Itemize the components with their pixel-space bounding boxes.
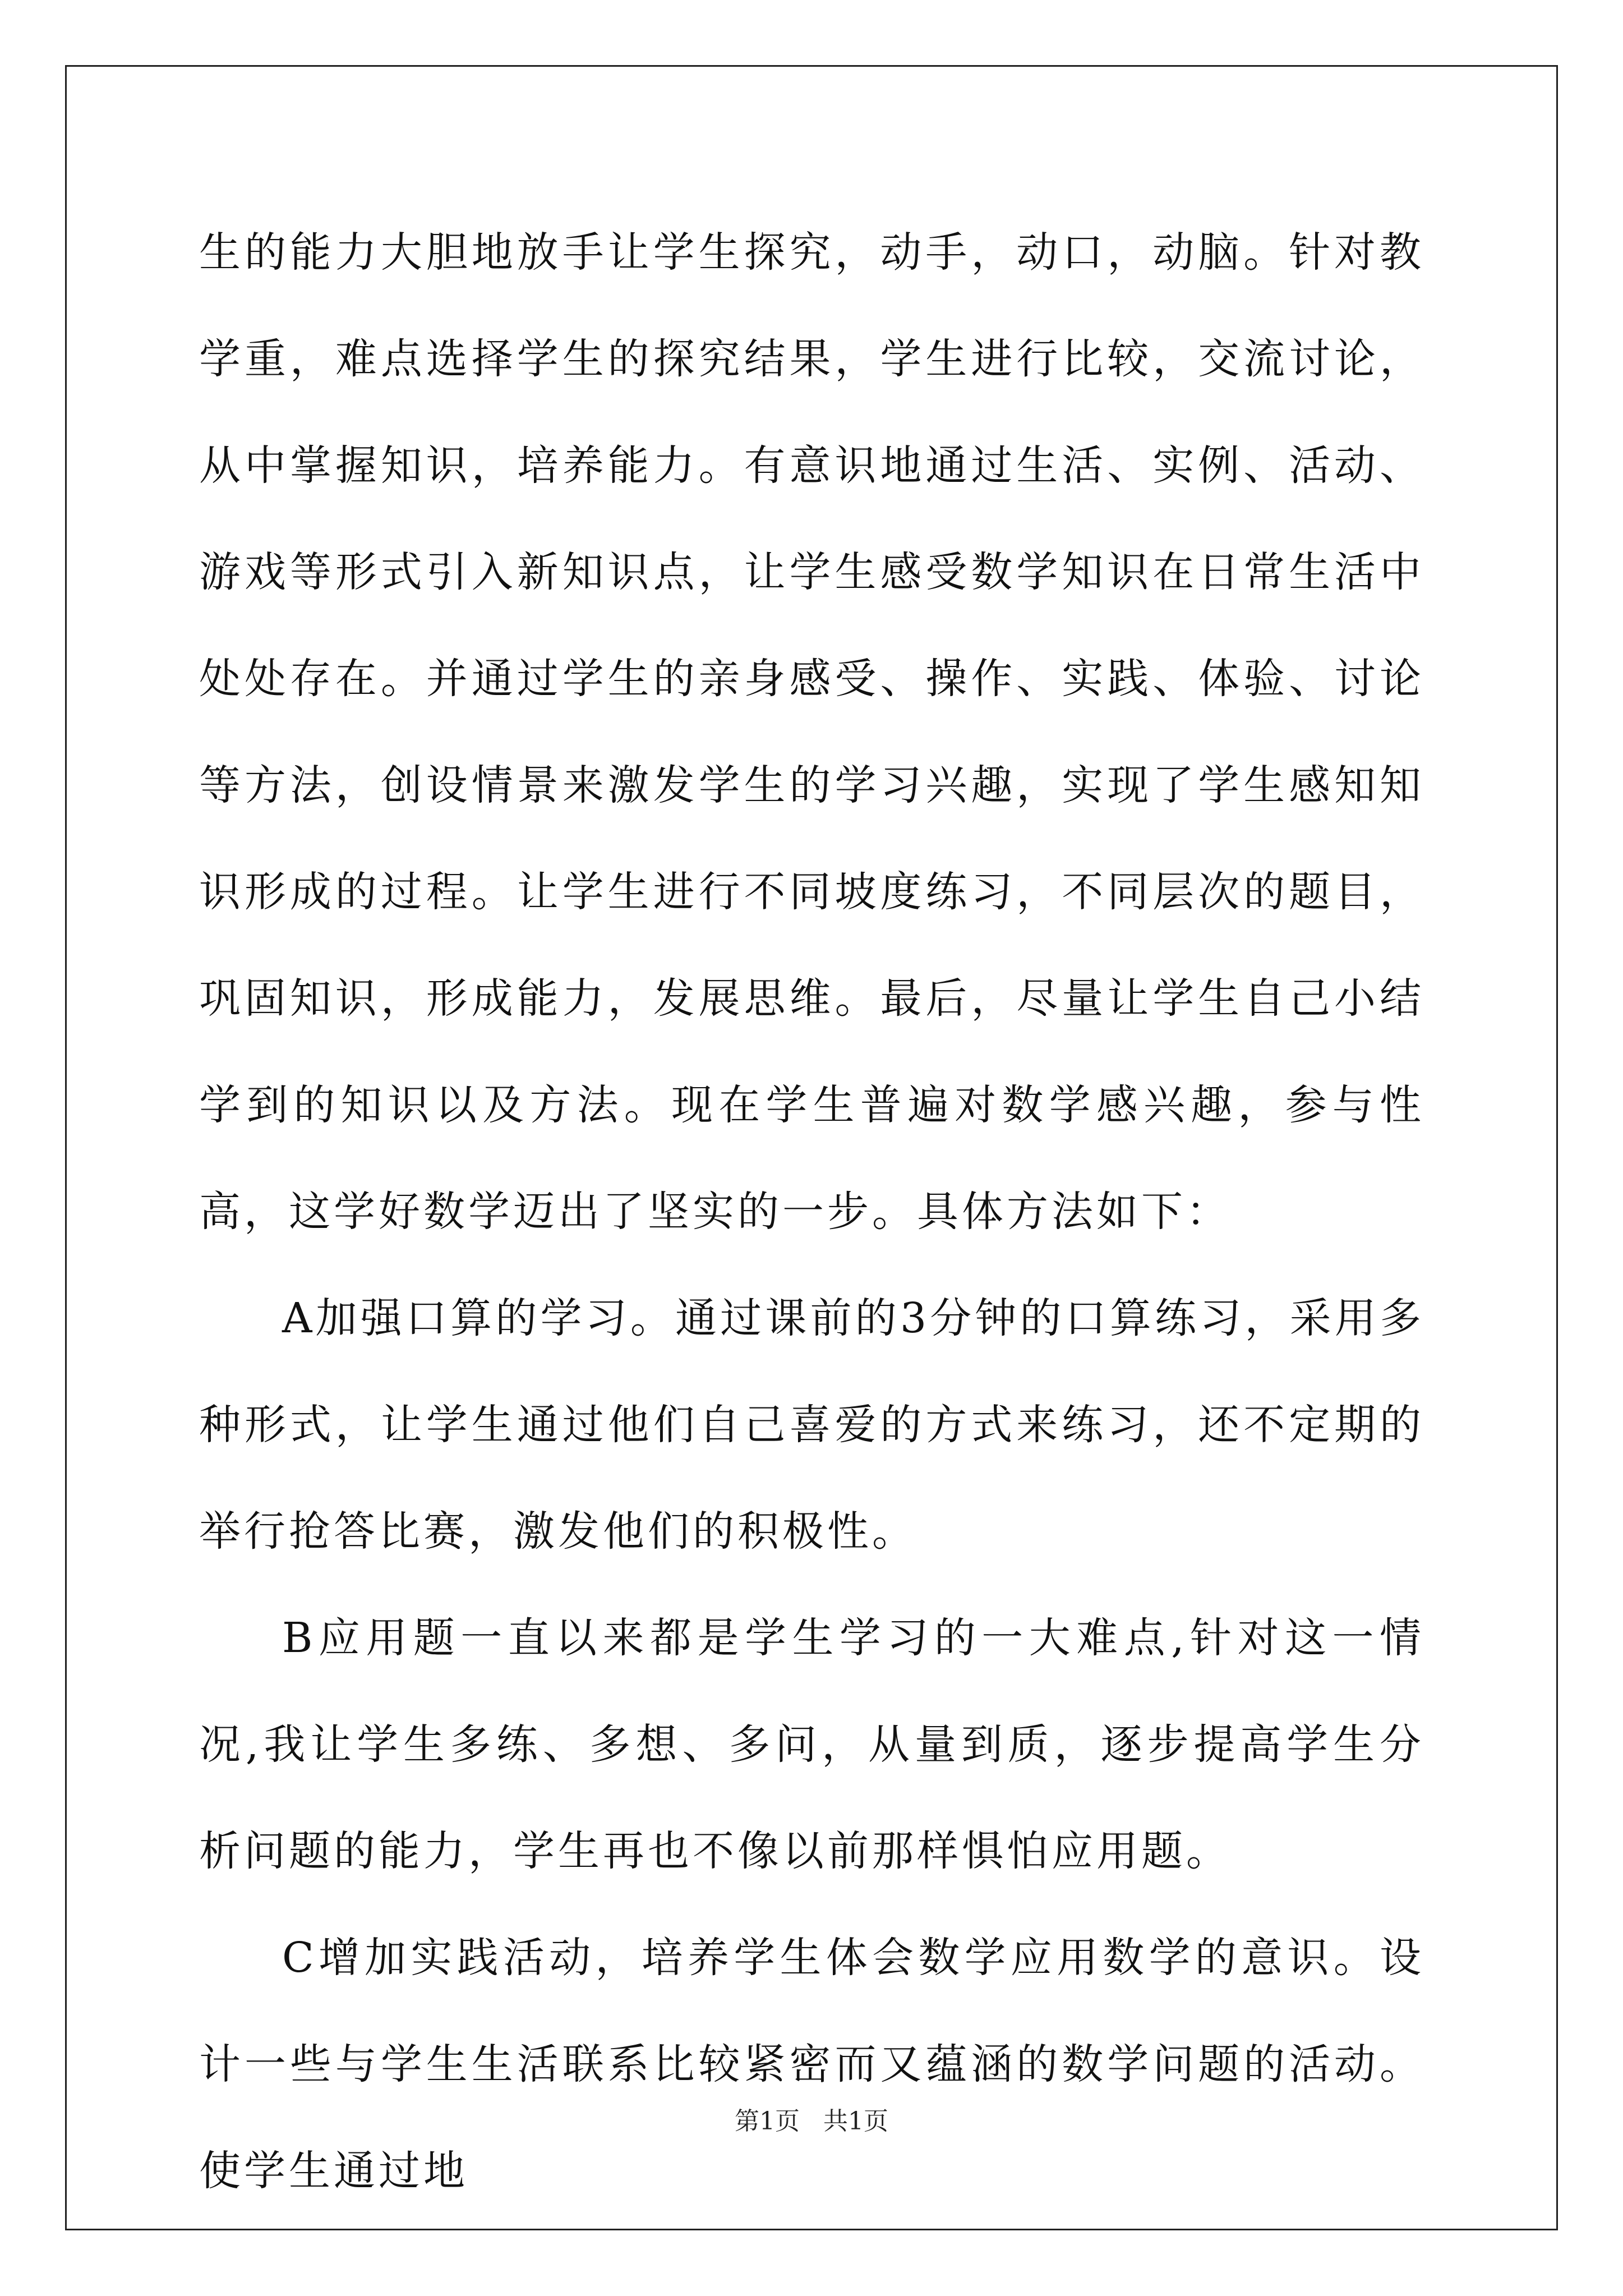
paragraph-intro: 生的能力大胆地放手让学生探究，动手，动口，动脑。针对教学重，难点选择学生的探究结果，学生进行比较，交流讨论，从中掌握知识，培养能力。有意识地通过生活、实例、活动、游戏等形式引入新知识点，让学生感受数学知识在日常生活中处处存在。并通过学生的亲身感受、操作、实践、体验、讨论等方法，创设情景来激发学生的学习兴趣，实现了学生感知知识形成的过程。让学生进行不同坡度练习，不同层次的题目，巩固知识，形成能力，发展思维。最后，尽量让学生自己小结学到的知识以及方法。现在学生普遍对数学感兴趣，参与性高，这学好数学迈出了坚实的一步。具体方法如下： xyxy=(199,228,1424,1236)
paragraph-b-word-problems: B应用题一直以来都是学生学习的一大难点,针对这一情况,我让学生多练、多想、多问，从量到质，逐步提高学生分析问题的能力，学生再也不像以前那样惧怕应用题。 xyxy=(199,1614,1424,1875)
paragraph-c-practice-activities: C增加实践活动，培养学生体会数学应用数学的意识。设计一些与学生生活联系比较紧密而又蕴涵的数学问题的活动。使学生通过地 xyxy=(199,1934,1424,2195)
document-body xyxy=(199,199,1424,2224)
page-number-footer: 第1页 共1页 xyxy=(735,2107,888,2136)
paragraph-a-oral-calculation: A加强口算的学习。通过课前的3分钟的口算练习，采用多种形式，让学生通过他们自己喜爱的方式来练习，还不定期的举行抢答比赛，激发他们的积极性。 xyxy=(199,1294,1424,1556)
